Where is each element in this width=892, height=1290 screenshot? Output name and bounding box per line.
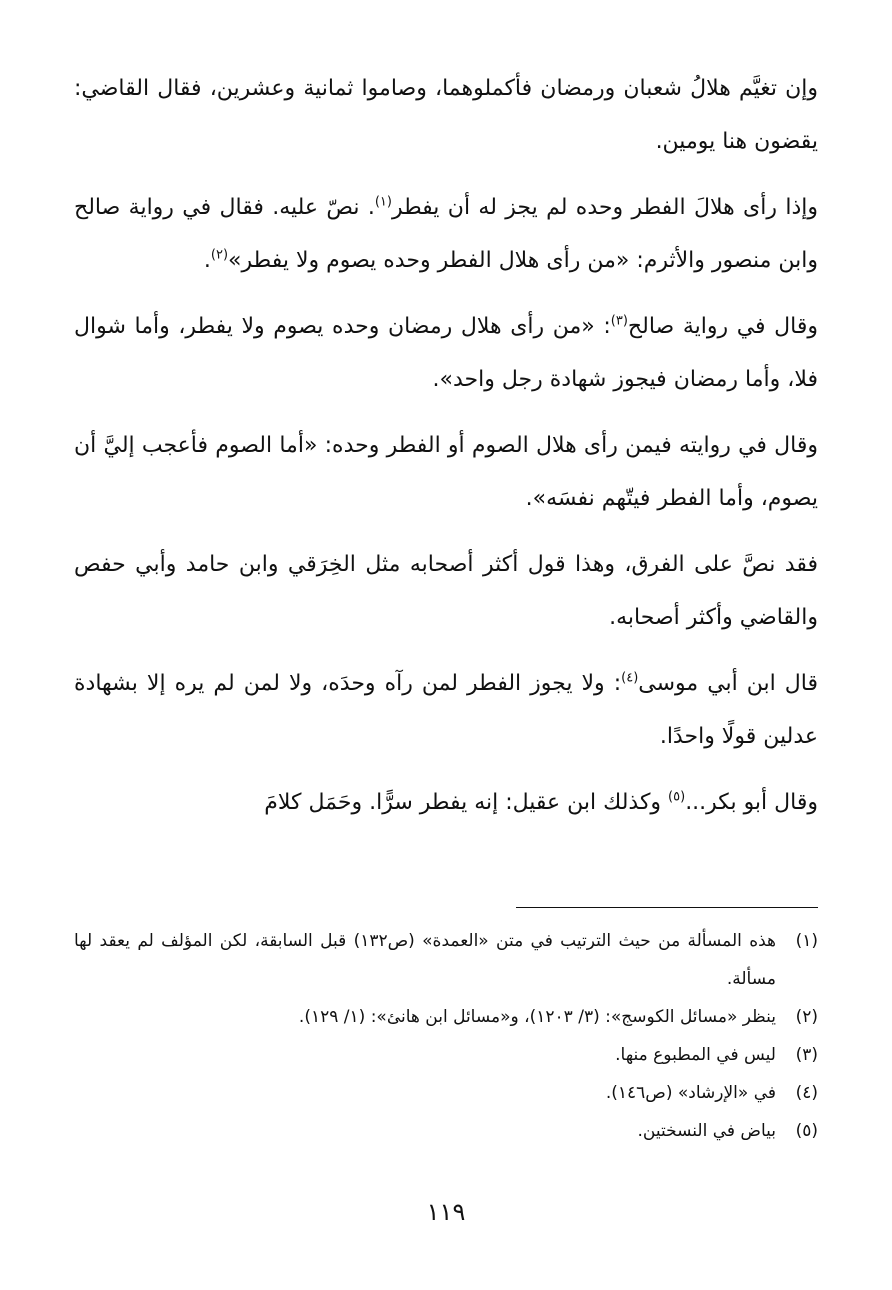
footnotes: [74, 922, 818, 1150]
paragraph-3: [74, 300, 818, 406]
paragraph-7-text-end: وكذلك ابن عقيل: إنه يفطر سرًّا. وحَمَل كلامَ: [264, 790, 669, 815]
footnote-number: (٣): [795, 1045, 818, 1065]
paragraph-5: [74, 538, 818, 644]
paragraph-2-text-middle: . نصّ عليه. فقال في رواية صالح وابن منصور والأثرم: «من رأى هلال الفطر وحده يصوم ولا يفطر»: [74, 195, 818, 273]
footnote-divider: [516, 907, 818, 908]
footnote-text: في «الإرشاد» (ص١٤٦).: [605, 1083, 776, 1103]
footnote-number: (١): [795, 931, 818, 951]
footnote-ref-2[interactable]: (٢): [210, 247, 229, 263]
paragraph-2: [74, 181, 818, 287]
footnote-2: [74, 998, 818, 1036]
paragraph-3-text-start: وقال في رواية صالح: [627, 314, 818, 339]
footnote-3: [74, 1036, 818, 1074]
paragraph-7: [74, 776, 818, 829]
paragraph-6-text-start: قال ابن أبي موسى: [638, 671, 818, 696]
paragraph-1-text: وإن تغيَّم هلالُ شعبان ورمضان فأكملوهما، وصاموا ثمانية وعشرين، فقال القاضي: يقضون هنا يومين.: [74, 76, 818, 154]
paragraph-2-text-end: .: [203, 248, 211, 273]
footnote-4: [74, 1074, 818, 1112]
page-number: ١١٩: [426, 1198, 466, 1226]
main-text: [74, 62, 818, 842]
footnote-ref-5[interactable]: (٥): [668, 789, 686, 805]
paragraph-6-text-end: : ولا يجوز الفطر لمن رآه وحدَه، ولا لمن لم يره إلا بشهادة عدلين قولًا واحدًا.: [74, 671, 818, 749]
paragraph-1: [74, 62, 818, 168]
footnote-text: ليس في المطبوع منها.: [615, 1045, 776, 1065]
footnote-number: (٥): [795, 1121, 818, 1141]
paragraph-2-text-start: وإذا رأى هلالَ الفطر وحده لم يجز له أن يفطر: [391, 195, 818, 220]
paragraph-5-text: فقد نصَّ على الفرق، وهذا قول أكثر أصحابه مثل الخِرَقي وابن حامد وأبي حفص والقاضي وأكثر أصحابه.: [74, 552, 818, 630]
footnote-ref-4[interactable]: (٤): [621, 670, 639, 686]
footnote-text: بياض في النسختين.: [637, 1121, 776, 1141]
paragraph-4: [74, 419, 818, 525]
footnote-text: هذه المسألة من حيث الترتيب في متن «العمدة» (ص١٣٢) قبل السابقة، لكن المؤلف لم يعقد لها مسألة.: [74, 931, 777, 989]
footnote-1: [74, 922, 818, 998]
paragraph-4-text: وقال في روايته فيمن رأى هلال الصوم أو الفطر وحده: «أما الصوم فأعجب إليَّ أن يصوم، وأما الفطر فيتّهم نفسَه».: [74, 433, 818, 511]
paragraph-3-text-end: : «من رأى هلال رمضان وحده يصوم ولا يفطر، وأما شوال فلا، وأما رمضان فيجوز شهادة رجل واحد».: [74, 314, 818, 392]
paragraph-6: [74, 657, 818, 763]
footnote-number: (٤): [795, 1083, 818, 1103]
footnote-ref-1[interactable]: (١): [374, 194, 392, 210]
footnote-text: ينظر «مسائل الكوسج»: (٣/ ١٢٠٣)، و«مسائل ابن هانئ»: (١/ ١٢٩).: [298, 1007, 776, 1027]
footnote-number: (٢): [795, 1007, 818, 1027]
footnote-5: [74, 1112, 818, 1150]
paragraph-7-text-start: وقال أبو بكر...: [685, 790, 818, 815]
footnote-ref-3[interactable]: (٣): [610, 313, 628, 329]
